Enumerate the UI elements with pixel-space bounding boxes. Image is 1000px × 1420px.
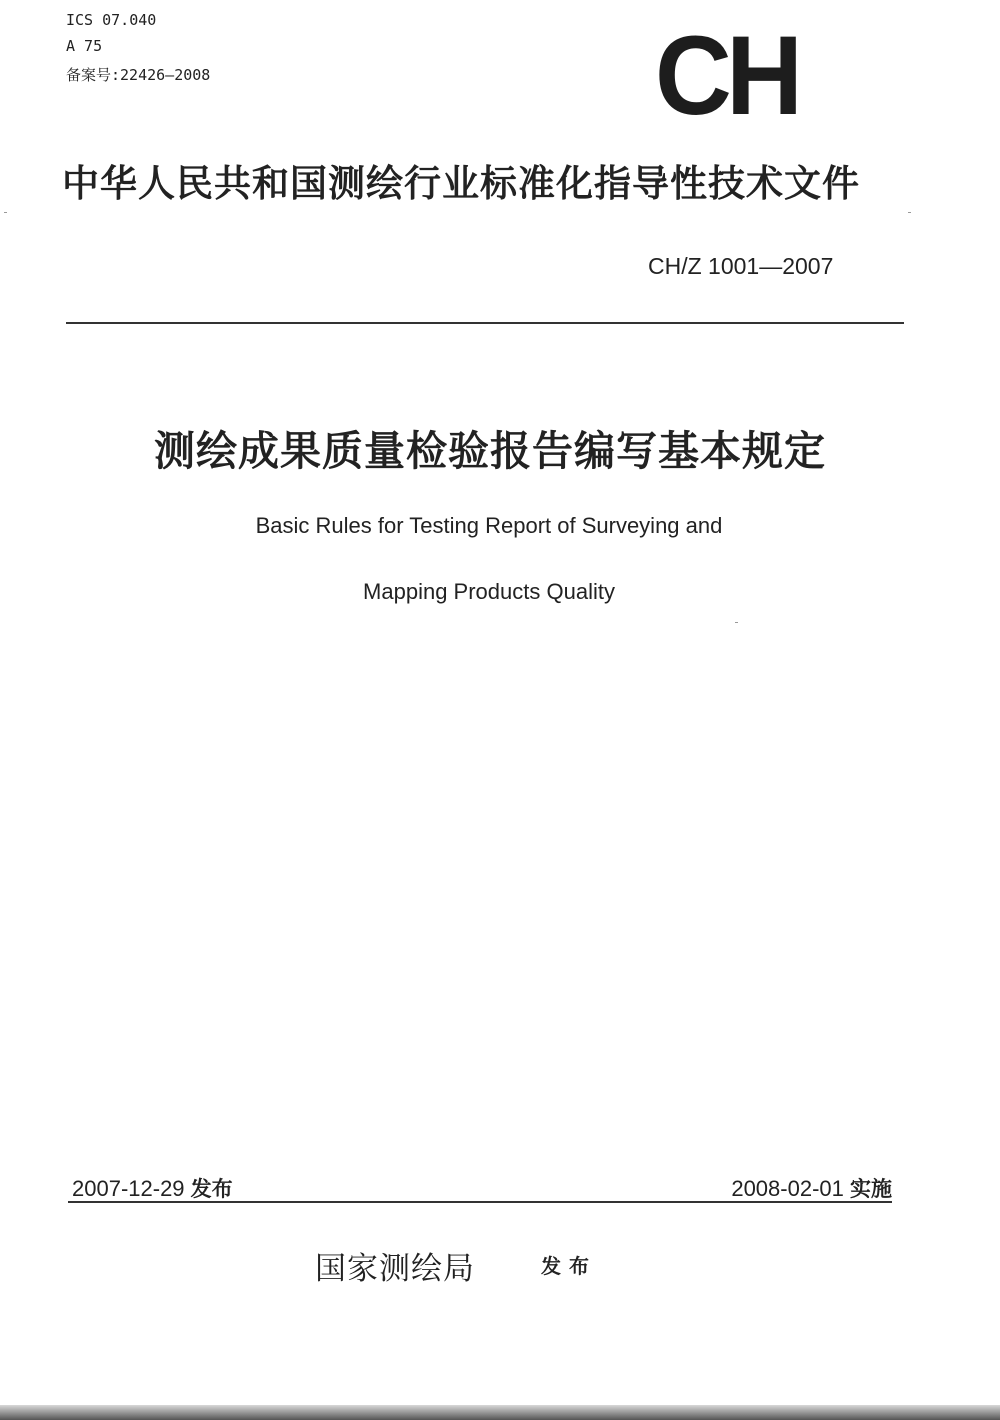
- document-number: CH/Z 1001—2007: [648, 253, 834, 279]
- effective-date-block: [731, 1173, 892, 1203]
- title-chinese: 测绘成果质量检验报告编写基本规定: [154, 427, 826, 475]
- scan-speck: [735, 622, 738, 623]
- ics-code: ICS 07.040: [66, 11, 157, 29]
- publisher-name: 国家测绘局: [315, 1251, 475, 1287]
- page-bottom-edge: [0, 1405, 1000, 1420]
- document-type-heading: 中华人民共和国测绘行业标准化指导性技术文件: [62, 162, 860, 205]
- issue-label: 发布: [190, 1177, 233, 1201]
- classification-code: A 75: [66, 37, 103, 55]
- issue-date: 2007-12-29: [72, 1176, 185, 1201]
- effective-label: 实施: [850, 1177, 892, 1201]
- bottom-divider: [68, 1201, 892, 1203]
- title-english-line1: Basic Rules for Testing Report of Surveying and: [255, 513, 723, 538]
- scan-speck: [908, 212, 911, 213]
- scan-speck: [4, 212, 7, 213]
- title-english-line2: Mapping Products Quality: [363, 579, 615, 604]
- publish-label: 发布: [541, 1254, 597, 1278]
- filing-number: 备案号:22426—2008: [66, 66, 211, 84]
- effective-date: 2008-02-01: [731, 1176, 844, 1201]
- ch-logo: CH: [655, 13, 798, 138]
- issue-date-block: [72, 1173, 233, 1203]
- top-divider: [66, 322, 904, 324]
